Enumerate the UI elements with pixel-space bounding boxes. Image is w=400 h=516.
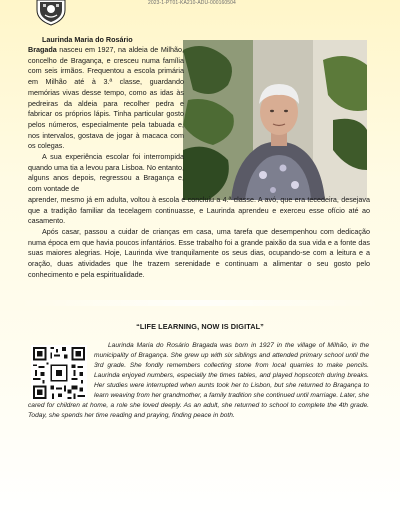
document-code: 2023-1-PT01-KA210-ADU-000160504	[148, 0, 236, 6]
person-name: Laurinda Maria do Rosário	[42, 35, 133, 44]
person-name-surname: Bragada	[28, 45, 57, 54]
paragraph-2-text: aprender, mesmo já em adulta, voltou à escola e concluiu a 4.ª classe. A avó, que era tecedeira, desejava que a tradição familiar da tecelagem continuasse, e Laurinda aprendeu e exerceu esse ofício até ao casamento.	[28, 194, 370, 226]
article-body	[28, 35, 370, 280]
section-heading: “LIFE LEARNING, NOW IS DIGITAL”	[136, 322, 264, 331]
qr-spacer	[28, 341, 94, 401]
article-paragraph-2	[28, 152, 370, 227]
article-paragraph-3: Após casar, passou a cuidar de crianças em casa, uma tarefa que desempenhou com dedicação numa época em que havia poucos infantários. Esse trabalho foi a grande paixão da sua vida e a fonte das suas maiores alegrias. Hoje, Laurinda vive tranquilamente os seus dias, ocupando-se com a leitura e a oração, duas atividades que lhe trazem serenidade e continuam a alimentar o seu gosto pelo conhecimento e pela espiritualidade.	[28, 226, 370, 279]
english-summary: Laurinda Maria do Rosário Bragada was born in 1927 in the village of Milhão, in the municipality of Bragança. She grew up with six siblings and attended primary school until the 3rd grade. She fondly remembers collecting stone from local quarries to make pencils. Laurinda enjoyed numbers, especially the times tables, and played hopscotch during breaks. Her studies were interrupted when aunts took her to Lisbon, but she returned to Bragança to learn weaving from her grandmother, a family tradition she continued until marriage. Later, she cared for children at home, a role she loved deeply. As an adult, she returned to school to complete the 4th grade. Today, she spends her time reading and praying, finding peace in both.	[28, 342, 369, 419]
english-summary-block	[28, 341, 369, 421]
paragraph-2-wrapped-text: A sua experiência escolar foi interrompida quando uma tia a levou para Lisboa. No entanto, alguns anos depois, regressou a Bragança e, com vontade de	[28, 152, 184, 194]
paragraph-1-text: nasceu em 1927, na aldeia de Milhão, concelho de Bragança, e cresceu numa família com seis irmãos. Frequentou a escola primária em Milhão até à 3.ª classe, guardando memórias vivas desse tempo, como as idas às pedreiras da aldeia para recolher pedra e fabricar os próprios lápis. Tinha particular gosto pelos números, especialmente pela tabuada e, nos intervalos, gostava de jogar à macaca com os colegas.	[28, 45, 184, 151]
article-paragraph-1	[28, 35, 370, 152]
school-crest-logo	[34, 0, 68, 26]
